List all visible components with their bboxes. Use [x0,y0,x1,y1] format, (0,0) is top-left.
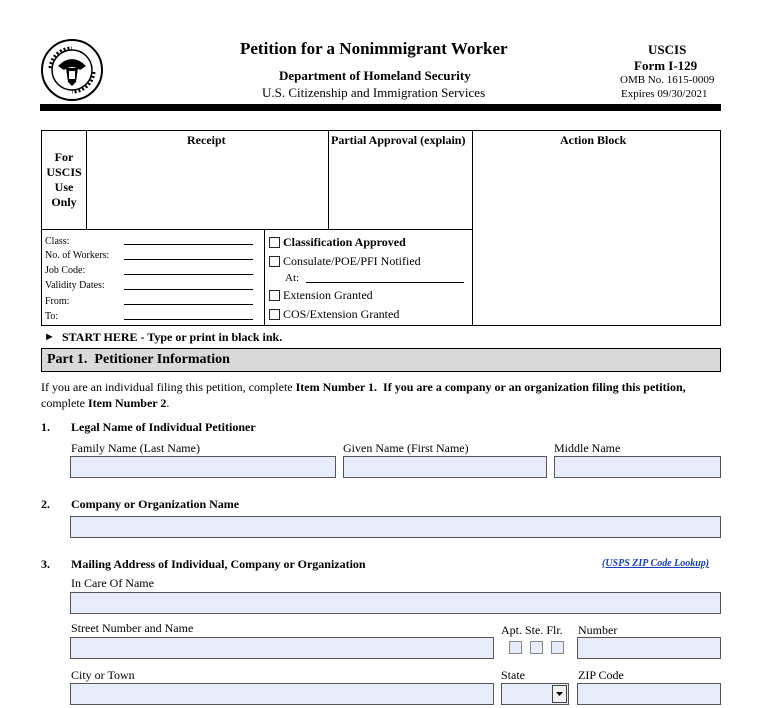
apt-ste-flr-label: Apt. Ste. Flr. [501,623,563,637]
job-code-label: Job Code: [45,265,86,276]
instr-text: complete [41,396,88,410]
middle-name-input[interactable] [554,456,721,478]
in-care-of-label: In Care Of Name [71,576,154,590]
consulate-notified-checkbox[interactable] [269,256,280,267]
instr-bold: Item Number 2 [87,396,167,410]
cos-extension-label: COS/Extension Granted [283,307,400,321]
for-uscis-line: For [54,150,74,164]
agency-short: USCIS [648,42,687,57]
chevron-down-icon [553,686,566,702]
city-label: City or Town [71,668,135,682]
part1-instructions [41,379,731,411]
usps-zip-lookup-link[interactable]: (USPS ZIP Code Lookup) [602,558,710,569]
validity-dates-label: Validity Dates: [45,280,105,291]
number-input[interactable] [577,637,721,659]
receipt-label: Receipt [187,133,226,147]
to-line [124,319,253,320]
zip-label: ZIP Code [578,668,624,682]
instr-text: If you are an individual filing this petition, complete [41,380,296,394]
family-name-input[interactable] [70,456,336,478]
divider [328,130,329,229]
street-input[interactable] [70,637,494,659]
classification-approved-label: Classification Approved [283,235,406,249]
number-label: Number [578,623,618,637]
extension-granted-checkbox[interactable] [269,290,280,301]
family-name-label: Family Name (Last Name) [71,441,200,455]
in-care-of-input[interactable] [70,592,721,614]
item2-number: 2. [41,497,50,511]
expiration-date: Expires 09/30/2021 [621,88,708,100]
for-uscis-line: USCIS [46,165,82,179]
start-here-instruction: START HERE - Type or print in black ink. [62,330,283,344]
for-uscis-line: Only [51,195,77,209]
from-label: From: [45,296,70,307]
classification-approved-checkbox[interactable] [269,237,280,248]
for-uscis-line: Use [54,180,74,194]
workers-line [124,259,253,260]
instr-bold: Item Number 1. [295,380,378,394]
part1-title: Part 1. Petitioner Information [47,352,230,367]
extension-granted-label: Extension Granted [283,288,373,302]
partial-approval-label: Partial Approval (explain) [331,133,466,147]
to-label: To: [45,311,59,322]
state-label: State [501,668,525,682]
job-code-line [124,274,253,275]
item3-title: Mailing Address of Individual, Company or Organization [71,557,366,571]
agency-name: U.S. Citizenship and Immigration Services [262,85,486,100]
flr-checkbox[interactable] [551,641,564,654]
instr-text: . [166,396,170,410]
divider [264,229,265,326]
given-name-input[interactable] [343,456,547,478]
given-name-label: Given Name (First Name) [343,441,469,455]
divider [472,130,473,326]
item1-number: 1. [41,420,50,434]
city-input[interactable] [70,683,494,705]
omb-number: OMB No. 1615-0009 [620,74,715,86]
at-label: At: [285,272,300,284]
at-line [306,282,464,283]
action-block-label: Action Block [560,133,627,147]
item2-title: Company or Organization Name [71,497,240,511]
uscis-use-block [41,130,721,326]
apt-checkbox[interactable] [509,641,522,654]
header-rule [40,104,721,111]
item3-number: 3. [41,557,50,571]
state-dropdown-button[interactable] [552,685,567,703]
class-line [124,244,253,245]
form-title: Petition for a Nonimmigrant Worker [240,39,508,58]
class-label: Class: [45,236,70,247]
consulate-notified-label: Consulate/POE/PFI Notified [283,254,421,268]
street-label: Street Number and Name [71,621,194,635]
from-line [124,304,253,305]
item1-title: Legal Name of Individual Petitioner [71,420,256,434]
form-number: Form I-129 [634,58,698,73]
for-uscis-use-only [42,150,86,210]
ste-checkbox[interactable] [530,641,543,654]
department-name: Department of Homeland Security [279,68,471,83]
start-here-arrow-icon: ► [44,331,55,343]
cos-extension-checkbox[interactable] [269,309,280,320]
workers-label: No. of Workers: [45,250,110,261]
dhs-seal-icon [40,38,104,102]
divider [86,130,87,229]
company-name-input[interactable] [70,516,721,538]
zip-input[interactable] [577,683,721,705]
divider [41,229,473,230]
instr-bold: If you are a company or an organization filing this petition, [377,380,686,394]
validity-line [124,289,253,290]
middle-name-label: Middle Name [554,441,621,455]
